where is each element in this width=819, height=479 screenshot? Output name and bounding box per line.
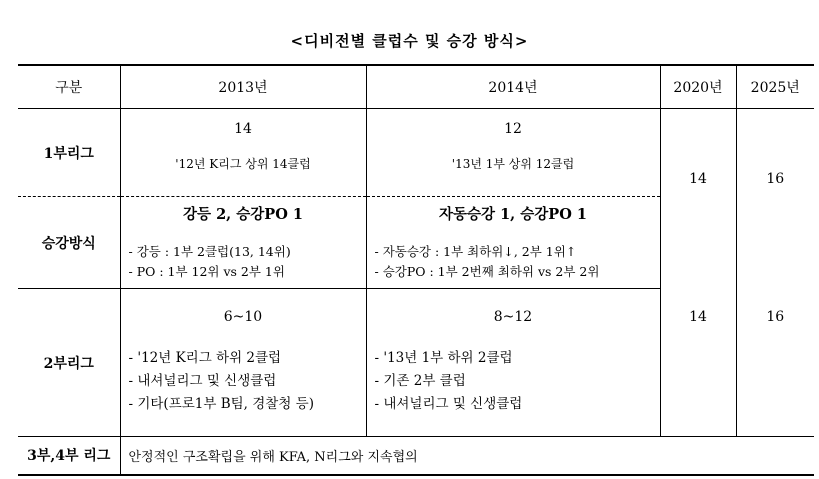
header-2014: 2014년 <box>366 65 660 109</box>
league2-2014-list <box>367 347 660 416</box>
list-item: - 내셔널리그 및 신생클럽 <box>128 373 277 389</box>
list-item: - 기타(프로1부 B팀, 경찰청 등) <box>128 396 314 412</box>
league1-2025-cell <box>736 109 814 289</box>
league2-2025-value: 16 <box>766 308 785 325</box>
league2-row <box>18 289 814 437</box>
league1-2014-note: '13년 1부 상위 12클럽 <box>451 157 575 171</box>
league1-2014-count: 12 <box>504 121 522 137</box>
league2-2013-cell <box>120 289 366 437</box>
header-2020: 2020년 <box>660 65 736 109</box>
list-item: - 기존 2부 클럽 <box>374 373 466 389</box>
header-row <box>18 65 814 109</box>
promotion-2013-list <box>121 242 366 282</box>
header-2025: 2025년 <box>736 65 814 109</box>
list-item: - '13년 1부 하위 2클럽 <box>374 350 513 366</box>
list-item: - 승강PO : 1부 2번째 최하위 vs 2부 2위 <box>374 264 600 279</box>
promotion-label: 승강방식 <box>18 197 120 289</box>
league2-2020-cell <box>660 289 736 437</box>
league1-2014-cell <box>366 109 660 197</box>
list-item: - 내셔널리그 및 신생클럽 <box>374 396 523 412</box>
league34-row <box>18 437 814 475</box>
league34-label: 3부,4부 리그 <box>18 437 120 475</box>
league1-row <box>18 109 814 197</box>
league2-2014-count: 8~12 <box>493 309 533 325</box>
league34-text: 안정적인 구조확립을 위해 KFA, N리그와 지속협의 <box>120 437 814 475</box>
list-item: - PO : 1부 12위 vs 2부 1위 <box>128 264 285 279</box>
league2-2020-value: 14 <box>689 308 707 325</box>
header-category: 구분 <box>18 65 120 109</box>
list-item: - 자동승강 : 1부 최하위↓, 2부 1위↑ <box>374 244 577 259</box>
promotion-2014-list <box>367 242 660 282</box>
header-2013: 2013년 <box>120 65 366 109</box>
league2-2014-cell <box>366 289 660 437</box>
league2-2013-list <box>121 347 366 416</box>
promotion-2014-cell <box>366 197 660 289</box>
promotion-2014-title: 자동승강 1, 승강PO 1 <box>439 206 587 223</box>
league1-2020-cell <box>660 109 736 289</box>
league1-label: 1부리그 <box>18 109 120 197</box>
promotion-2013-cell <box>120 197 366 289</box>
league2-2013-count: 6~10 <box>223 309 263 325</box>
division-table <box>18 64 814 476</box>
league1-2013-count: 14 <box>234 121 252 137</box>
document-title: <디비전별 클럽수 및 승강 방식> <box>290 32 529 50</box>
promotion-2013-title: 강등 2, 승강PO 1 <box>183 206 303 223</box>
league1-2013-note: '12년 K리그 상위 14클럽 <box>175 157 311 171</box>
league1-2025-value: 16 <box>766 170 785 187</box>
league2-label: 2부리그 <box>18 289 120 437</box>
list-item: - '12년 K리그 하위 2클럽 <box>128 350 282 366</box>
league2-2025-cell <box>736 289 814 437</box>
list-item: - 강등 : 1부 2클럽(13, 14위) <box>128 244 291 259</box>
league1-2020-value: 14 <box>689 170 707 187</box>
league1-2013-cell <box>120 109 366 197</box>
